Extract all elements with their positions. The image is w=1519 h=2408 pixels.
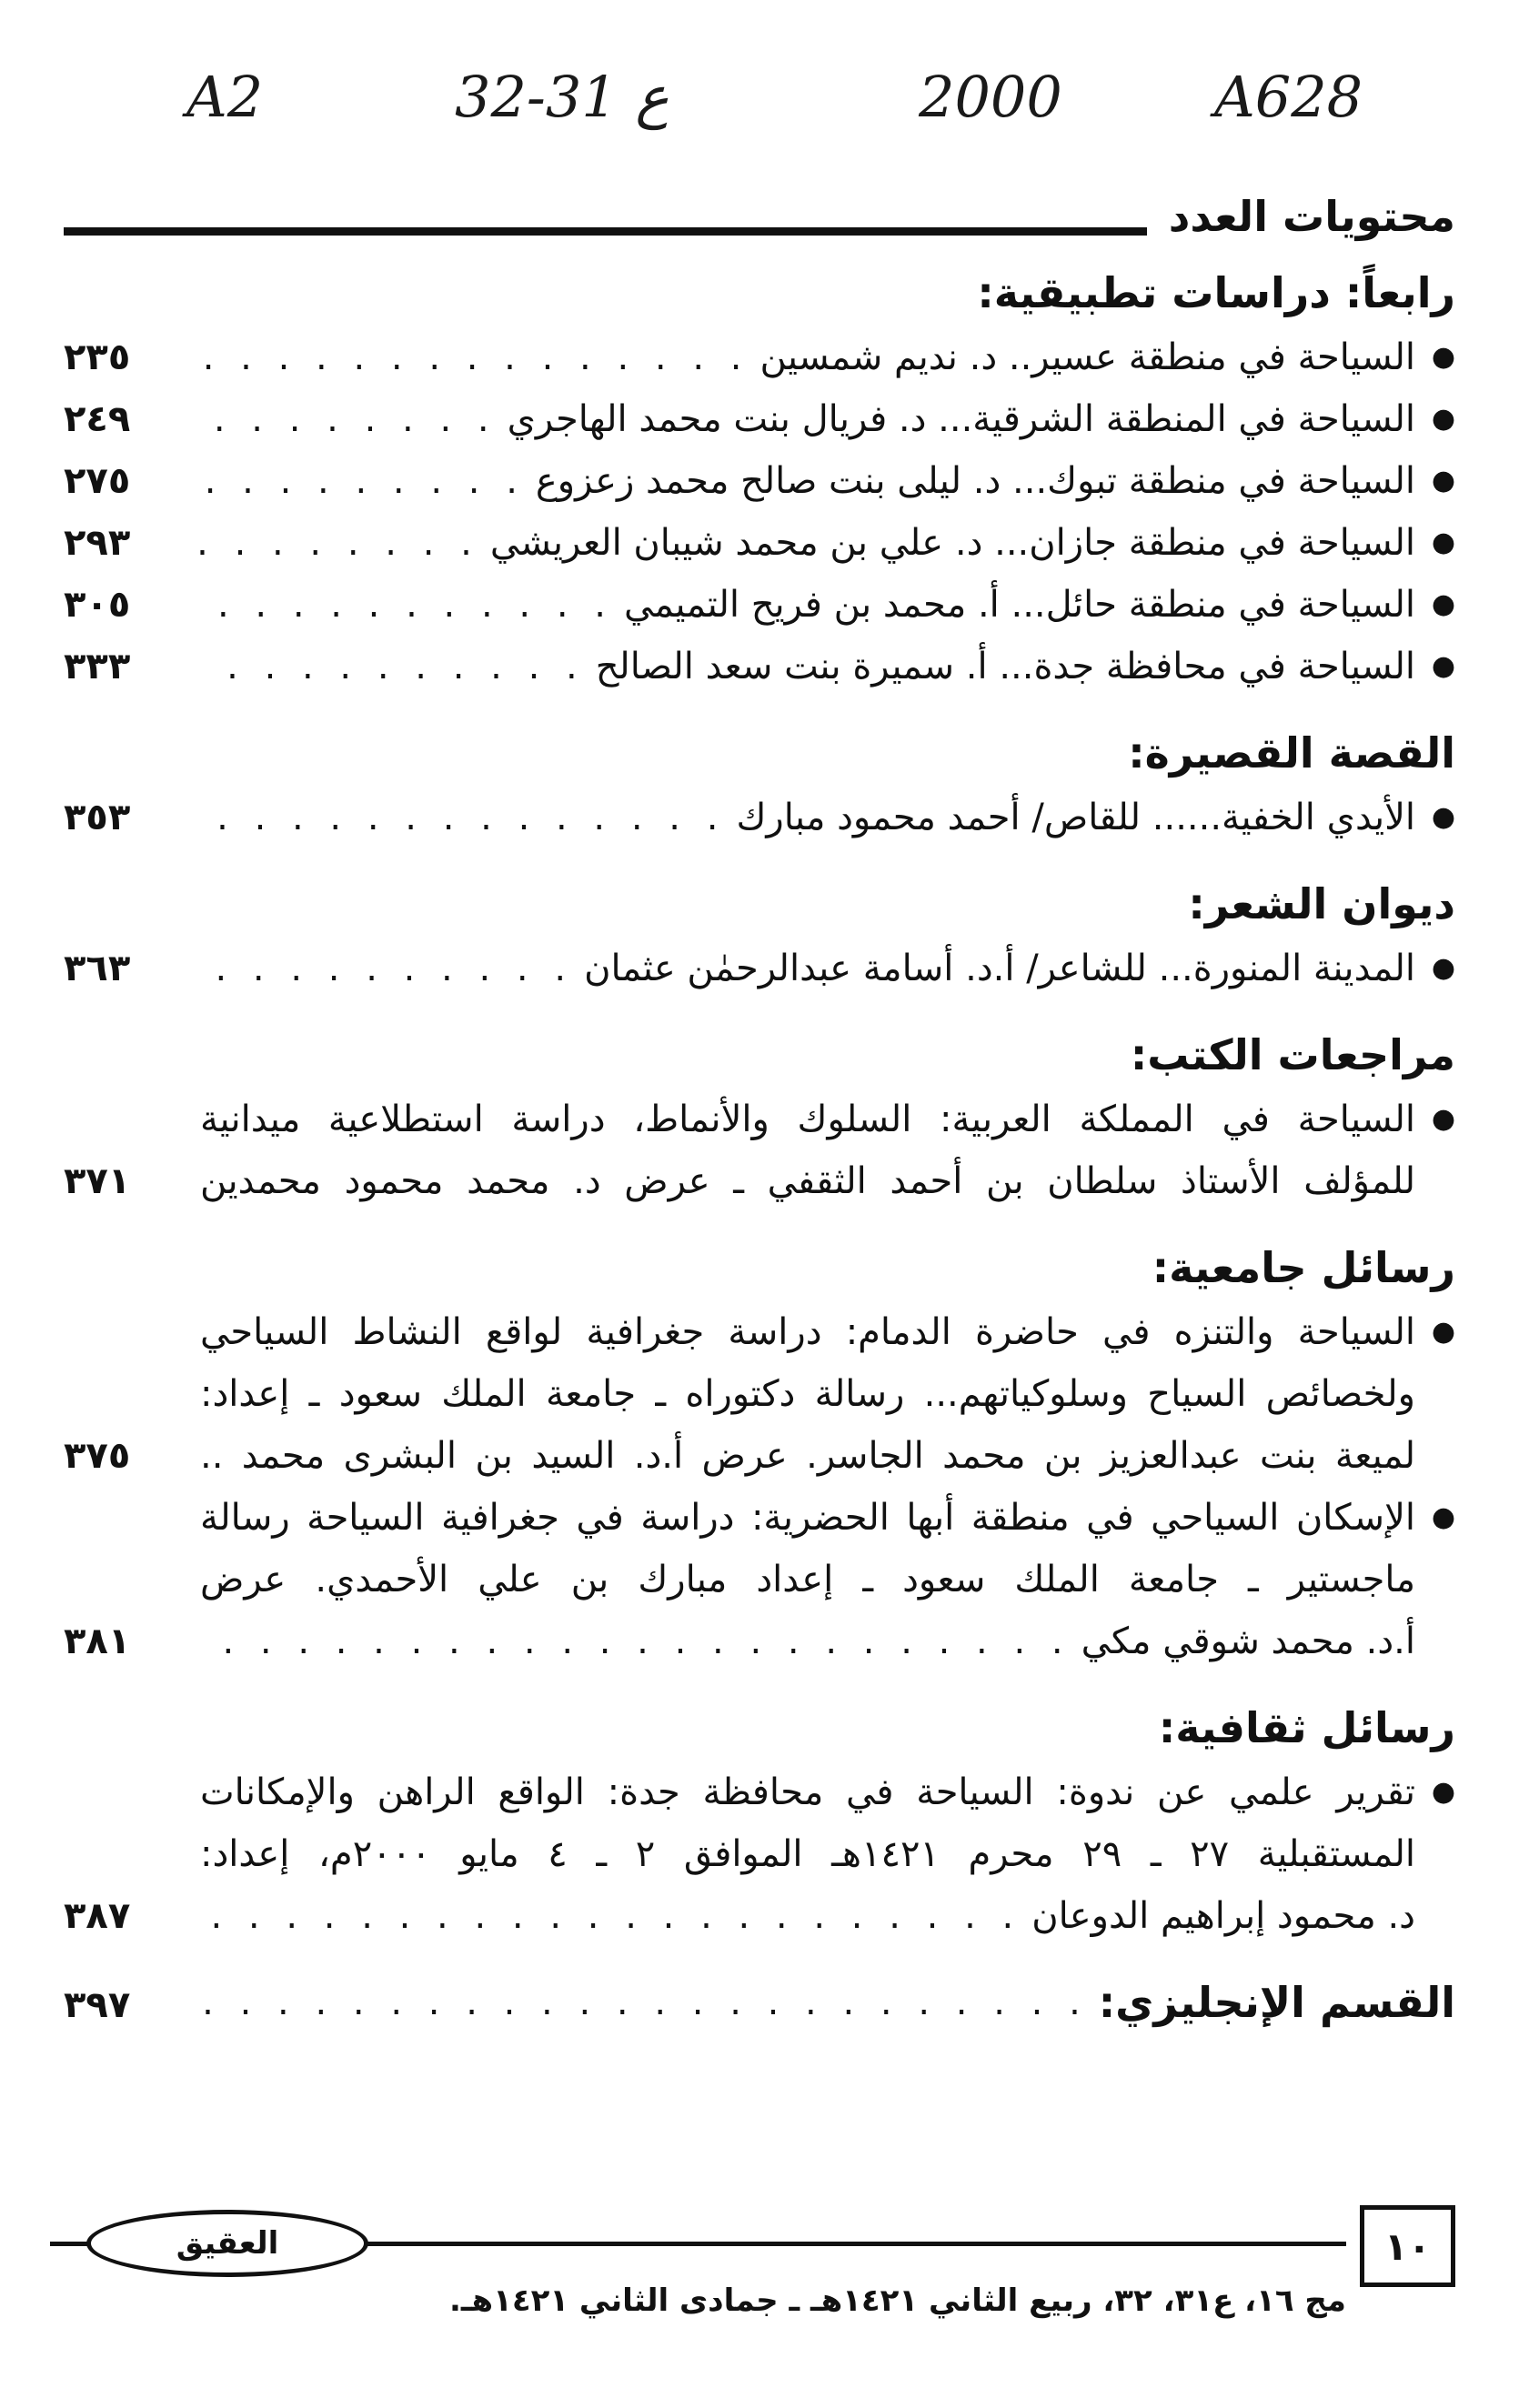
toc-entry-english[interactable]	[64, 1969, 1455, 2036]
entry-line: د. محمود إبراهيم الدوعان	[1031, 1895, 1415, 1937]
toc-entry[interactable]	[64, 450, 1455, 512]
entry-line: ولخصائص السياح وسلوكياتهم... رسالة دكتوراه ـ جامعة الملك سعود ـ إعداد:	[200, 1373, 1415, 1415]
handwritten-year: 2000	[919, 64, 1062, 130]
table-of-contents	[64, 259, 1455, 2036]
section-heading-books: مراجعات الكتب:	[1130, 1030, 1455, 1079]
leader-dots	[200, 388, 508, 450]
leader-dots	[200, 787, 736, 848]
footer-page-number: ١٠	[1383, 2223, 1432, 2269]
page-number: ٣٦٣	[64, 948, 131, 989]
page-number: ٣٧١	[64, 1160, 131, 1202]
leader-dots	[200, 938, 584, 999]
entry-line: لميعة بنت عبدالعزيز بن محمد الجاسر. عرض أ.د. السيد بن البشرى محمد ..	[200, 1435, 1415, 1477]
leader-dots	[200, 450, 536, 512]
section-heading-english: القسم الإنجليزي:	[1098, 1978, 1455, 2027]
page-number: ٣٨٧	[64, 1895, 131, 1937]
toc-entry[interactable]	[64, 1761, 1455, 1947]
entry-text: ● السياحة في منطقة جازان... د. علي بن محمد شيبان العريشي	[489, 522, 1415, 564]
entry-line: المستقبلية ٢٧ ـ ٢٩ محرم ١٤٢١هـ الموافق ٢ ـ ٤ مايو ٢٠٠٠م، إعداد:	[200, 1833, 1416, 1875]
toc-entry[interactable]	[64, 512, 1455, 574]
toc-entry[interactable]	[64, 1301, 1455, 1487]
toc-entry[interactable]	[64, 326, 1455, 388]
entry-text: ● السياحة في منطقة عسير.. د. نديم شمسين	[760, 336, 1415, 378]
title-rule	[64, 227, 1147, 236]
journal-name-badge	[86, 2210, 368, 2277]
leader-dots	[200, 1610, 1081, 1672]
leader-dots	[200, 326, 760, 388]
page-number: ٢٣٥	[64, 336, 131, 378]
leader-dots	[200, 636, 596, 697]
page-title: محتويات العدد	[1168, 192, 1455, 241]
page-number: ٣٨١	[64, 1620, 131, 1662]
entry-text: ● السياحة في المنطقة الشرقية... د. فريال بنت محمد الهاجري	[507, 398, 1415, 440]
entry-text: ● المدينة المنورة... للشاعر/ أ.د. أسامة عبدالرحمٰن عثمان	[584, 948, 1415, 989]
entry-line: ● السياحة في المملكة العربية: السلوك والأنماط، دراسة استطلاعية ميدانية	[200, 1089, 1455, 1150]
leader-dots	[200, 574, 624, 636]
footer-issue-note: مج ١٦، ع٣١، ٣٢، ربيع الثاني ١٤٢١هـ ـ جمادى الثاني ١٤٢١هـ.	[448, 2283, 1346, 2319]
entry-line: ماجستير ـ جامعة الملك سعود ـ إعداد مبارك بن علي الأحمدي. عرض	[200, 1559, 1415, 1600]
toc-entry[interactable]	[64, 938, 1455, 999]
toc-entry[interactable]	[64, 388, 1455, 450]
journal-name: العقيق	[176, 2225, 279, 2262]
page-number: ٢٤٩	[64, 398, 131, 440]
page-number: ٣٩٧	[64, 1984, 131, 2026]
leader-dots	[200, 1885, 1031, 1947]
entry-text: ● السياحة في منطقة حائل... أ. محمد بن فريح التميمي	[623, 584, 1415, 626]
section-heading-applied: رابعاً: دراسات تطبيقية:	[977, 268, 1455, 317]
entry-text: ● الأيدي الخفية...... للقاص/ أحمد محمود مبارك	[736, 797, 1415, 838]
page-number-box	[1360, 2205, 1455, 2287]
entry-line: للمؤلف الأستاذ سلطان بن أحمد الثقفي ـ عرض د. محمد محمود محمدين	[200, 1160, 1415, 1202]
page-number: ٣٥٣	[64, 797, 131, 838]
toc-entry[interactable]	[64, 1089, 1455, 1212]
entry-line: أ.د. محمد شوقي مكي	[1081, 1620, 1415, 1662]
section-heading-theses: رسائل جامعية:	[1152, 1243, 1455, 1292]
toc-entry[interactable]	[64, 787, 1455, 848]
page-footer	[50, 2201, 1455, 2355]
handwritten-issue: 32-31 ع	[455, 64, 669, 130]
leader-dots	[200, 1969, 1099, 2036]
section-heading-cultural: رسائل ثقافية:	[1158, 1703, 1455, 1752]
page-number: ٢٧٥	[64, 460, 131, 502]
handwritten-code: A2	[186, 64, 264, 130]
section-heading-poetry: ديوان الشعر:	[1188, 879, 1455, 928]
page-number: ٢٩٣	[64, 522, 131, 564]
section-heading-story: القصة القصيرة:	[1128, 728, 1455, 778]
toc-entry[interactable]	[64, 1487, 1455, 1672]
page-number: ٣٠٥	[64, 584, 131, 626]
contents-header	[64, 168, 1455, 241]
entry-line: ● تقرير علمي عن ندوة: السياحة في محافظة جدة: الواقع الراهن والإمكانات	[200, 1761, 1455, 1823]
entry-text: ● السياحة في منطقة تبوك... د. ليلى بنت صالح محمد زعزوع	[535, 460, 1415, 502]
entry-text: ● السياحة في محافظة جدة... أ. سميرة بنت سعد الصالح	[595, 646, 1415, 687]
handwritten-number: A628	[1214, 64, 1363, 130]
page-number: ٣٣٣	[64, 646, 131, 687]
toc-entry[interactable]	[64, 636, 1455, 697]
toc-entry[interactable]	[64, 574, 1455, 636]
leader-dots	[200, 512, 490, 574]
page-number: ٣٧٥	[64, 1435, 131, 1477]
entry-line: ● الإسكان السياحي في منطقة أبها الحضرية: دراسة في جغرافية السياحة رسالة	[200, 1487, 1455, 1549]
entry-line: ● السياحة والتنزه في حاضرة الدمام: دراسة جغرافية لواقع النشاط السياحي	[200, 1301, 1455, 1363]
